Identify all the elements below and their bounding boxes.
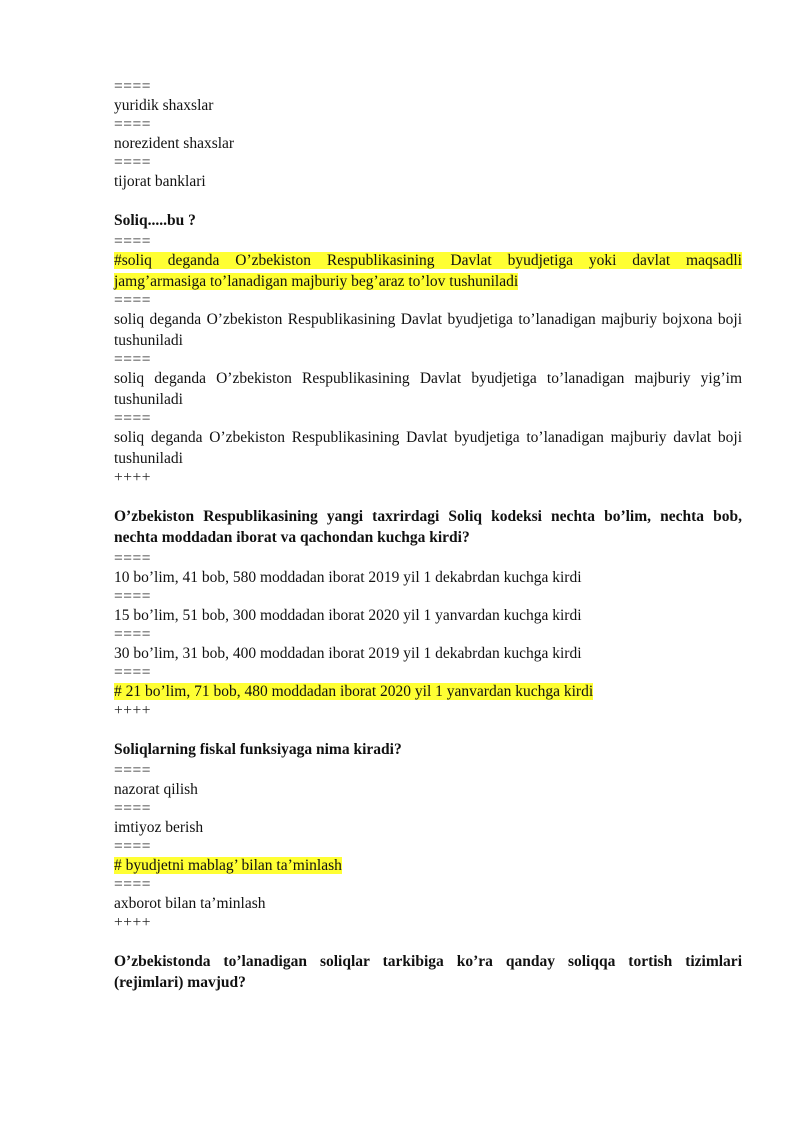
- separator: ====: [114, 351, 151, 368]
- option-text: 15 bo’lim, 51 bob, 300 moddadan iborat 2020 yil 1 yanvardan kuchga kirdi: [114, 607, 582, 624]
- separator: ====: [114, 116, 151, 133]
- separator: ====: [114, 154, 151, 171]
- option-text: 30 bo’lim, 31 bob, 400 moddadan iborat 2019 yil 1 dekabrdan kuchga kirdi: [114, 645, 582, 662]
- option-text: norezident shaxslar: [114, 135, 235, 152]
- separator: ====: [114, 876, 151, 893]
- separator: ====: [114, 292, 151, 309]
- document-page: [114, 78, 742, 995]
- option-text: nazorat qilish: [114, 781, 198, 798]
- separator: ====: [114, 410, 151, 427]
- question-block: [114, 951, 742, 993]
- separator: ====: [114, 233, 151, 250]
- option-text: soliq deganda O’zbekiston Respublikasining Davlat byudjetiga to’lanadigan majburiy bojxona boji tushuniladi: [114, 311, 742, 349]
- question-block: [114, 506, 742, 719]
- option-text-correct: [114, 855, 742, 876]
- terminator: ++++: [114, 702, 151, 719]
- option-text: imtiyoz berish: [114, 819, 204, 836]
- separator: ====: [114, 550, 151, 567]
- separator: ====: [114, 626, 151, 643]
- terminator: ++++: [114, 469, 151, 486]
- separator: ====: [114, 664, 151, 681]
- terminator: ++++: [114, 914, 151, 931]
- separator: ====: [114, 588, 151, 605]
- highlight: #soliq deganda O’zbekiston Respublikasining Davlat byudjetiga yoki davlat maqsadli jamg’armasiga to’lanadigan majburiy beg’araz to’lov tushuniladi: [114, 252, 742, 290]
- option-text: axborot bilan ta’minlash: [114, 895, 266, 912]
- option-text-correct: [114, 681, 742, 702]
- separator: ====: [114, 78, 151, 95]
- option-text: yuridik shaxslar: [114, 97, 214, 114]
- question-text: Soliqlarning fiskal funksiyaga nima kiradi?: [114, 741, 402, 758]
- question-text: O’zbekiston Respublikasining yangi taxrirdagi Soliq kodeksi nechta bo’lim, nechta bob, nechta moddadan iborat va qachondan kuchga kirdi?: [114, 508, 742, 546]
- separator: ====: [114, 800, 151, 817]
- option-text-correct: [114, 250, 742, 292]
- highlight: # 21 bo’lim, 71 bob, 480 moddadan iborat 2020 yil 1 yanvardan kuchga kirdi: [114, 683, 594, 700]
- question-block: [114, 210, 742, 486]
- question-block: [114, 739, 742, 931]
- highlight: # byudjetni mablag’ bilan ta’minlash: [114, 857, 342, 874]
- separator: ====: [114, 762, 151, 779]
- option-text: 10 bo’lim, 41 bob, 580 moddadan iborat 2019 yil 1 dekabrdan kuchga kirdi: [114, 569, 582, 586]
- option-text: tijorat banklari: [114, 173, 206, 190]
- question-text: Soliq.....bu ?: [114, 212, 196, 229]
- intro-block: [114, 78, 742, 192]
- question-text: O’zbekistonda to’lanadigan soliqlar tarkibiga ko’ra qanday soliqqa tortish tizimlari (rejimlari) mavjud?: [114, 953, 742, 991]
- separator: ====: [114, 838, 151, 855]
- option-text: soliq deganda O’zbekiston Respublikasining Davlat byudjetiga to’lanadigan majburiy davlat boji tushuniladi: [114, 429, 742, 467]
- option-text: soliq deganda O’zbekiston Respublikasining Davlat byudjetiga to’lanadigan majburiy yig’im tushuniladi: [114, 370, 742, 408]
